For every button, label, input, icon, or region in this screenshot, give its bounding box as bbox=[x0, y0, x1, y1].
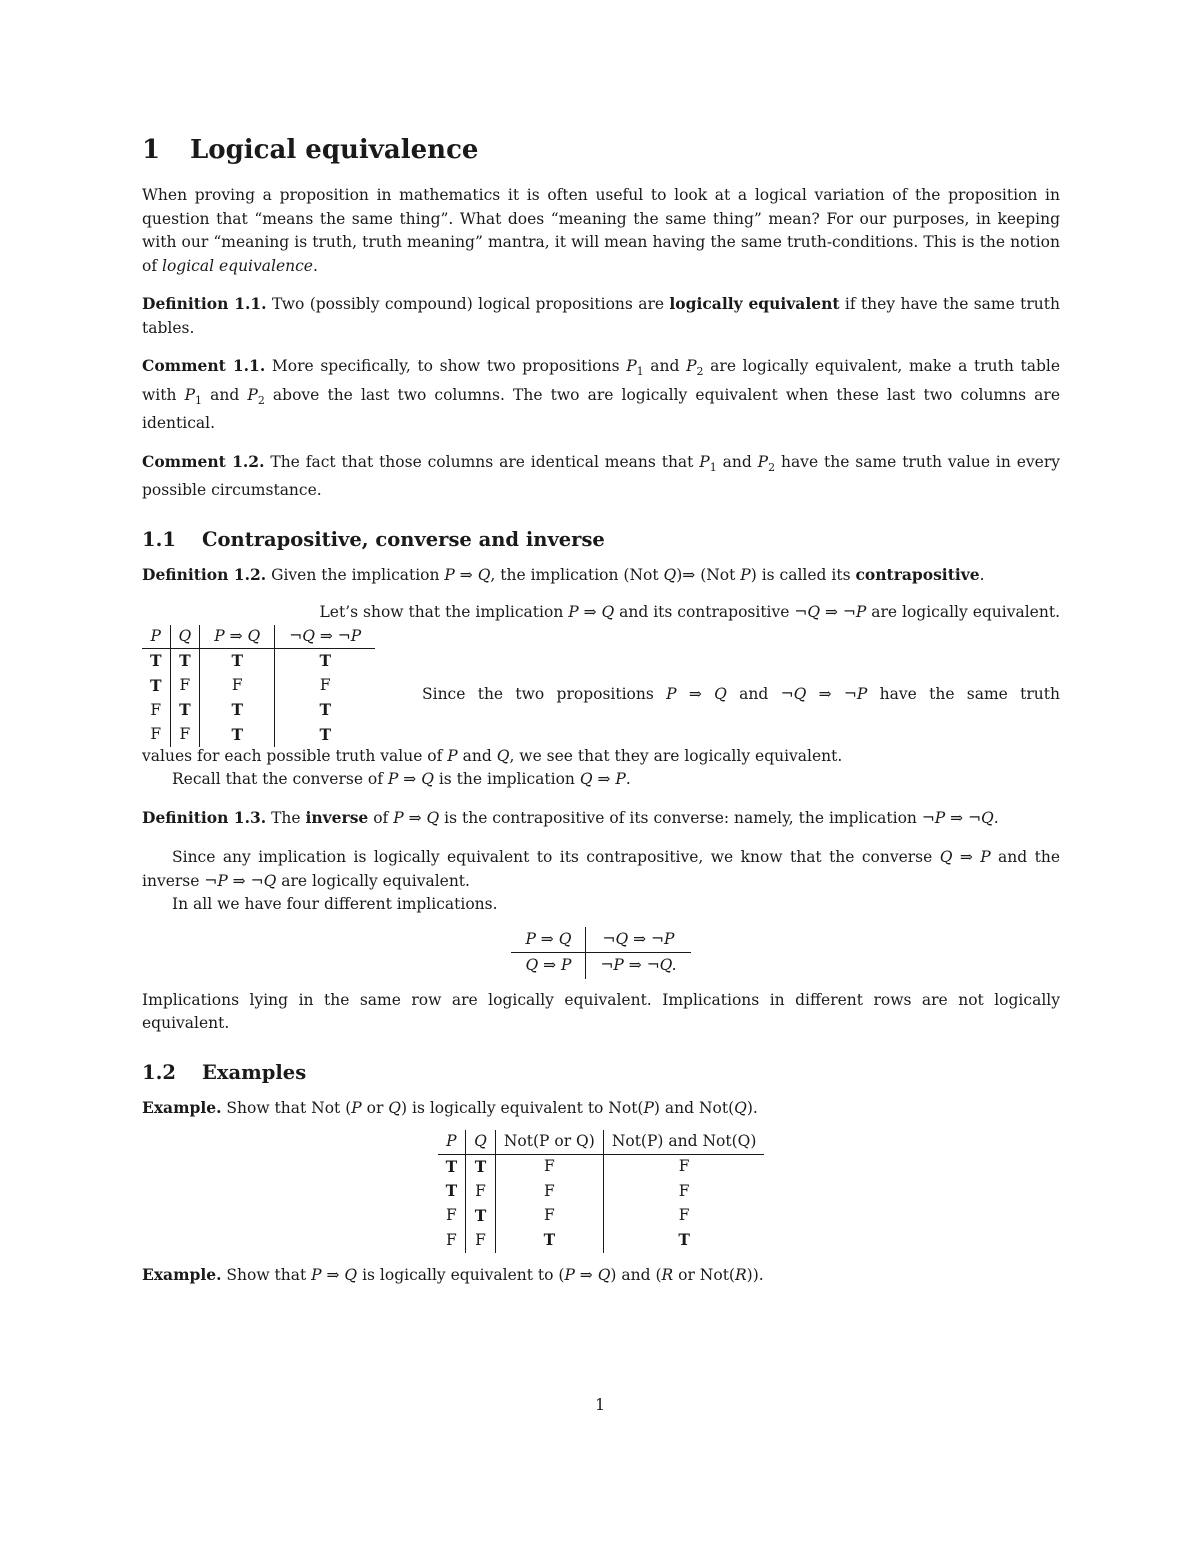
section-heading bbox=[142, 130, 1060, 170]
section-number: 1 bbox=[142, 135, 161, 165]
table-row: Q ⇒ P ¬P ⇒ ¬Q. bbox=[511, 953, 690, 979]
page-number: 1 bbox=[595, 1396, 605, 1414]
table-header: Q bbox=[170, 625, 200, 649]
comment-1-2: Comment 1.2. The fact that those columns are identical means that $P_1$ and $P_2$ have the same truth value in every possible circumstance. bbox=[142, 451, 1061, 499]
definition-1-3: Definition 1.3. The inverse of P ⇒ Q is the contrapositive of its converse: namely, the implication ¬P ⇒ ¬Q. bbox=[142, 807, 999, 827]
table-header: ¬Q ⇒ ¬P bbox=[275, 625, 375, 649]
table-row: T F F F bbox=[142, 674, 375, 699]
converse-inverse-paragraph: Since any implication is logically equivalent to its contrapositive, we know that the converse Q ⇒ P and the inverse ¬P ⇒ ¬Q are logically equivalent. bbox=[142, 848, 1060, 890]
definition-1-1: Definition 1.1. Two (possibly compound) logical propositions are logically equivalent if they have the same truth tables. bbox=[142, 294, 1060, 337]
subsection-heading-1-2: 1.2 Examples bbox=[142, 1060, 307, 1084]
table-row: T F F F bbox=[438, 1179, 765, 1204]
table-row: F F T T bbox=[142, 723, 375, 748]
contrapositive-paragraph: Let’s show that the implication P ⇒ Q and its contrapositive ¬Q ⇒ ¬P are logically equivalent. bbox=[319, 603, 1060, 621]
implications-table bbox=[511, 927, 690, 979]
example-2: Example. Show that P ⇒ Q is logically equivalent to (P ⇒ Q) and (R or Not(R)). bbox=[142, 1264, 764, 1284]
document-page bbox=[142, 130, 1060, 1287]
truth-table-de-morgan bbox=[438, 1130, 765, 1253]
table-header: Not(P or Q) bbox=[495, 1130, 603, 1154]
implications-table-container bbox=[142, 927, 1060, 979]
four-implications-paragraph: In all we have four different implications. bbox=[172, 895, 498, 913]
truth-table-1-container bbox=[142, 625, 1060, 745]
after-table-text: values for each possible truth value of P and Q, we see that they are logically equivalent. bbox=[142, 746, 843, 765]
table-row: T T T T bbox=[142, 649, 375, 674]
definition-1-2: Definition 1.2. Given the implication P ⇒ Q, the implication (Not Q)⇒ (Not P) is called its contrapositive. bbox=[142, 564, 985, 584]
table-side-text: Since the two propositions P ⇒ Q and ¬Q ⇒ ¬P have the same truth bbox=[422, 684, 1060, 703]
table-row: F T T T bbox=[142, 698, 375, 723]
table-header: Q bbox=[466, 1130, 496, 1154]
table-header: P ⇒ Q bbox=[200, 625, 275, 649]
truth-table-2-container bbox=[142, 1130, 1060, 1253]
rows-paragraph: Implications lying in the same row are logically equivalent. Implications in different rows are not logically equivalent. bbox=[142, 990, 1060, 1032]
table-header: P bbox=[142, 625, 170, 649]
intro-paragraph: When proving a proposition in mathematics it is often useful to look at a logical variation of the proposition in question that “means the same thing”. What does “meaning the same thing” mean? For our purposes, in keeping with our “meaning is truth, truth meaning” mantra, it will mean having the same truth-conditions. This is the notion of logical equivalence. bbox=[142, 186, 1060, 275]
example-1: Example. Show that Not (P or Q) is logically equivalent to Not(P) and Not(Q). bbox=[142, 1097, 758, 1117]
table-header: Not(P) and Not(Q) bbox=[603, 1130, 764, 1154]
comment-1-1: Comment 1.1. More specifically, to show two propositions $P_1$ and $P_2$ are logically equivalent, make a truth table with $P_1$ and $P_2$ above the last two columns. The two are logically equivalent when these last two columns are identical. bbox=[142, 356, 1060, 432]
section-title: Logical equivalence bbox=[190, 135, 479, 165]
subsection-heading-1-1: 1.1 Contrapositive, converse and inverse bbox=[142, 527, 605, 551]
intro-term: logical equivalence bbox=[162, 256, 313, 275]
table-row: T T F F bbox=[438, 1154, 765, 1179]
table-header: P bbox=[438, 1130, 466, 1154]
table-row: F F T T bbox=[438, 1228, 765, 1253]
table-row: F T F F bbox=[438, 1204, 765, 1229]
table-row: P ⇒ Q ¬Q ⇒ ¬P bbox=[511, 927, 690, 953]
truth-table-contrapositive bbox=[142, 625, 375, 748]
recall-paragraph: Recall that the converse of P ⇒ Q is the implication Q ⇒ P. bbox=[172, 770, 631, 788]
